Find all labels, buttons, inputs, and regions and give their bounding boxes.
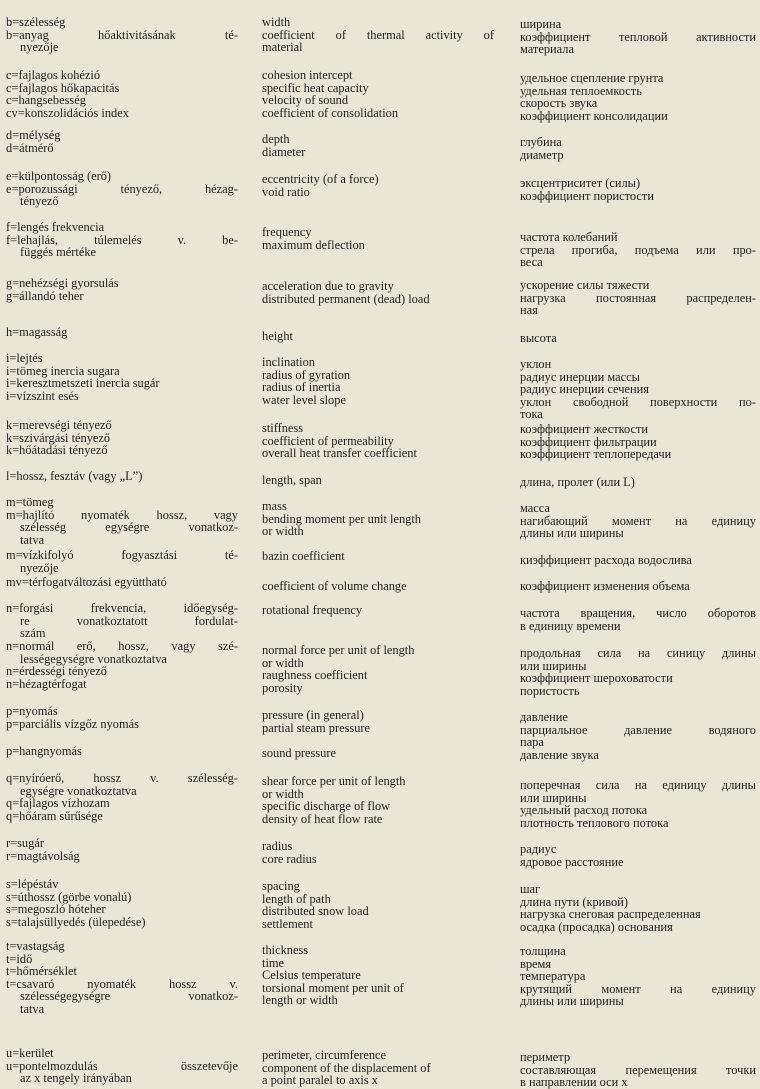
entry-line: или ширины (520, 658, 587, 673)
entry-line: ширина (520, 17, 562, 31)
entry-line: velocity of sound (262, 93, 349, 107)
entry-hu-column (6, 277, 238, 302)
entry-line: pressure (in general) (262, 708, 364, 722)
entry-hu-column (6, 496, 238, 546)
entry-line: coefficient of volume change (262, 579, 407, 593)
entry-en-column (262, 709, 494, 734)
entry-line: stiffness (262, 421, 304, 435)
entry-line: eccentricity (of a force) (262, 172, 379, 186)
entry-line: веса (520, 255, 543, 269)
entry-ru-column (520, 72, 756, 122)
entry-line: mass (262, 499, 287, 513)
entry-ru-column (520, 647, 756, 697)
entry-hu-column (6, 170, 238, 208)
entry-hu-column (6, 129, 238, 154)
entry-line: or width (262, 524, 304, 538)
entry-line: коэффициент консолидации (520, 108, 668, 123)
entry-hu-column (6, 221, 238, 259)
entry-line: p=parciális vízgőz nyomás (6, 716, 139, 731)
entry-line: a point paralel to axis x (262, 1073, 378, 1087)
entry-line: s=megoszló hóteher (6, 902, 106, 916)
entry-line: sound pressure (262, 746, 336, 760)
entry-hu-column (6, 326, 238, 339)
entry-line: nyezője (20, 40, 59, 54)
entry-line: коэффициент фильтрации (520, 434, 657, 449)
entry-hu-column (6, 705, 238, 730)
entry-line: i=lejtés (6, 351, 43, 365)
entry-en-column (262, 280, 494, 305)
entry-en-column (262, 500, 494, 538)
entry-hu-column (6, 772, 238, 822)
entry-line: coefficient of permeability (262, 433, 394, 448)
entry-line: lességegységre vonatkoztatva (20, 651, 167, 666)
entry-ru-column (520, 554, 756, 567)
entry-line: Celsius temperature (262, 968, 361, 982)
entry-line: c=fajlagos kohézió (6, 68, 101, 82)
entry-line: specific heat capacity (262, 80, 369, 95)
entry-line: depth (262, 132, 290, 146)
entry-ru-column (520, 749, 756, 762)
entry-line: радиус инерции массы (520, 369, 640, 384)
entry-line: коэффициент жесткости (520, 422, 649, 436)
entry-line: diameter (262, 144, 306, 159)
entry-line: or width (262, 786, 304, 801)
entry-en-column (262, 580, 494, 593)
entry-ru-column (520, 843, 756, 868)
entry-line: в единицу времени (520, 618, 621, 633)
entry-line: ная (520, 303, 538, 317)
entry-en-column (262, 604, 494, 617)
entry-line: u=pontelmozdulás összetevője (6, 1058, 238, 1073)
entry-line: rotational frequency (262, 603, 363, 617)
entry-line: torsional moment per unit of (262, 980, 404, 995)
entry-ru-column (520, 358, 756, 421)
entry-line: q=hőáram sűrűsége (6, 808, 103, 823)
entry-line: длина пути (кривой) (520, 894, 629, 909)
entry-line: высота (520, 331, 557, 345)
entry-line: p=hangnyomás (6, 744, 82, 758)
entry-ru-column (520, 177, 756, 202)
entry-line: s=úthossz (görbe vonalú) (6, 889, 132, 904)
entry-line: radius (262, 839, 293, 853)
entry-line: уклон (520, 357, 552, 371)
entry-line: n=hézagtérfogat (6, 676, 87, 691)
entry-ru-column (520, 607, 756, 632)
entry-line: tatva (20, 532, 45, 547)
entry-line: or width (262, 655, 304, 670)
entry-line: ядровое расстояние (520, 854, 624, 869)
entry-line: length or width (262, 993, 338, 1007)
entry-line: глубина (520, 135, 562, 149)
entry-line: h=magasság (6, 325, 68, 339)
entry-ru-column (520, 18, 756, 56)
entry-line: ускорение силы тяжести (520, 278, 650, 292)
entry-line: f=lengés frekvencia (6, 220, 105, 234)
entry-hu-column (6, 352, 238, 402)
entry-line: масса (520, 501, 550, 515)
entry-ru-column (520, 279, 756, 317)
entry-ru-column (520, 231, 756, 269)
entry-line: inclination (262, 355, 315, 369)
entry-line: time (262, 955, 285, 970)
entry-line: q=fajlagos vízhozam (6, 796, 110, 810)
entry-line: l=hossz, fesztáv (vagy „L”) (6, 469, 143, 483)
entry-line: крутящий момент на единицу (520, 981, 756, 996)
entry-line: длины или ширины (520, 994, 624, 1008)
entry-line: mv=térfogatváltozási együttható (6, 575, 167, 589)
entry-ru-column (520, 580, 756, 593)
entry-line: время (520, 956, 552, 971)
entry-line: коэффициент изменения объема (520, 579, 690, 593)
entry-line: коэффициент тепловой активности (520, 29, 756, 44)
entry-line: m=tömeg (6, 495, 54, 509)
entry-line: эксцентриситет (силы) (520, 176, 641, 190)
entry-line: n=érdességi tényező (6, 664, 107, 678)
entry-line: cv=konszolidációs index (6, 105, 129, 120)
entry-line: k=hőátadási tényező (6, 443, 108, 457)
entry-ru-column (520, 502, 756, 540)
entry-line: i=tömeg inercia sugara (6, 363, 120, 378)
entry-hu-column (6, 602, 238, 640)
entry-ru-column (520, 136, 756, 161)
entry-en-column (262, 775, 494, 825)
entry-ru-column (520, 711, 756, 749)
entry-line: szám (20, 626, 46, 640)
entry-line: шаг (520, 882, 541, 896)
entry-hu-column (6, 69, 238, 119)
entry-line: тока (520, 407, 543, 421)
entry-line: t=vastagság (6, 939, 65, 953)
entry-line: tatva (20, 1001, 45, 1016)
entry-hu-column (6, 470, 238, 483)
entry-line: i=keresztmetszeti inercia sugár (6, 376, 160, 390)
entry-ru-column (520, 779, 756, 829)
entry-line: water level slope (262, 392, 346, 407)
entry-line: удельный расход потока (520, 803, 648, 817)
entry-line: distributed permanent (dead) load (262, 291, 430, 306)
entry-line: r=magtávolság (6, 848, 80, 863)
entry-hu-column (6, 576, 238, 589)
entry-hu-column (6, 419, 238, 457)
entry-line: давление (520, 710, 568, 724)
entry-line: уклон свободной поверхности по- (520, 394, 756, 409)
entry-line: t=idő (6, 951, 33, 966)
entry-line: settlement (262, 916, 313, 931)
entry-en-column (262, 880, 494, 930)
entry-line: температура (520, 969, 586, 983)
entry-line: парциальное давление водяного (520, 722, 756, 737)
entry-line: szélességegységre vonatkoz- (20, 989, 238, 1003)
entry-en-column (262, 644, 494, 694)
entry-line: коэффициент пористости (520, 188, 654, 203)
entry-line: s=lépéstáv (6, 877, 59, 891)
entry-line: bending moment per unit length (262, 511, 421, 526)
entry-line: frequency (262, 225, 312, 239)
entry-ru-column (520, 945, 756, 1008)
entry-line: p=nyomás (6, 704, 58, 718)
entry-line: re vonatkoztatott fordulat- (20, 613, 238, 628)
entry-line: q=nyíróerő, hossz v. szélesség- (6, 771, 238, 785)
entry-line: az x tengely irányában (20, 1071, 132, 1085)
entry-line: density of heat flow rate (262, 811, 383, 826)
entry-line: nyezője (20, 560, 59, 575)
entry-line: thickness (262, 943, 309, 957)
entry-line: b=anyag hőaktivitásának té- (6, 27, 238, 42)
entry-line: поперечная сила на единицу длины (520, 778, 756, 792)
entry-en-column (262, 550, 494, 563)
entry-line: удельная теплоемкость (520, 83, 642, 98)
entry-line: u=kerület (6, 1046, 54, 1060)
entry-line: core radius (262, 851, 317, 866)
entry-line: стрела прогиба, подъема или про- (520, 242, 756, 257)
entry-ru-column (520, 476, 756, 489)
entry-en-column (262, 356, 494, 406)
entry-line: r=sugár (6, 836, 44, 850)
entry-line: давление звука (520, 748, 599, 762)
entry-line: distributed snow load (262, 904, 369, 918)
entry-line: t=hőmérséklet (6, 964, 77, 978)
entry-line: radius of gyration (262, 367, 351, 382)
entry-line: коэффициент шероховатости (520, 671, 673, 685)
entry-line: радиус (520, 842, 557, 856)
entry-line: spacing (262, 879, 300, 893)
entry-line: maximum deflection (262, 237, 365, 252)
entry-line: осадка (просадка) основания (520, 919, 673, 934)
entry-line: component of the displacement of (262, 1060, 431, 1075)
entry-line: height (262, 329, 293, 343)
entry-hu-column (6, 549, 238, 574)
entry-line: normal force per unit of length (262, 643, 415, 657)
entry-line: k=merevségi tényező (6, 418, 112, 432)
entry-line: c=fajlagos hőkapacitás (6, 80, 120, 95)
entry-line: d=átmérő (6, 140, 54, 155)
entry-line: szélesség egységre vonatkoz- (20, 520, 238, 534)
entry-en-column (262, 474, 494, 487)
entry-line: partial steam pressure (262, 720, 371, 735)
entry-line: material (262, 40, 303, 54)
entry-line: shear force per unit of length (262, 774, 406, 788)
entry-hu-column (6, 878, 238, 928)
entry-line: f=lehajlás, túlemelés v. be- (6, 232, 238, 247)
entry-line: m=hajlító nyomaték hossz, vagy (6, 507, 238, 522)
entry-en-column (262, 173, 494, 198)
entry-en-column (262, 133, 494, 158)
entry-line: нагрузка постоянная распределен- (520, 290, 756, 305)
entry-en-column (262, 944, 494, 1007)
entry-en-column (262, 840, 494, 865)
entry-hu-column (6, 640, 238, 690)
entry-ru-column (520, 883, 756, 933)
entry-line: length, span (262, 473, 322, 487)
entry-line: t=csavaró nyomaték hossz v. (6, 976, 238, 991)
entry-line: k=szivárgási tényező (6, 430, 111, 445)
entry-line: függés mértéke (20, 245, 97, 259)
entry-en-column (262, 69, 494, 119)
entry-line: удельное сцепление грунта (520, 71, 664, 85)
entry-line: egységre vonatkoztatva (20, 783, 137, 798)
entry-en-column (262, 422, 494, 460)
entry-line: материала (520, 42, 574, 56)
entry-line: периметр (520, 1050, 571, 1064)
entry-hu-column (6, 837, 238, 862)
entry-en-column (262, 226, 494, 251)
entry-line: radius of inertia (262, 380, 341, 394)
entry-line: porosity (262, 680, 303, 695)
entry-en-column (262, 1049, 494, 1087)
entry-line: составляющая перемещения точки (520, 1062, 756, 1077)
entry-line: скорость звука (520, 96, 598, 110)
entry-line: m=vízkifolyó fogyasztási té- (6, 548, 238, 562)
entry-line: пористость (520, 683, 580, 698)
entry-hu-column (6, 940, 238, 1015)
entry-line: нагрузка снеговая распределенная (520, 907, 701, 921)
entry-line: coefficient of thermal activity of (262, 27, 494, 42)
entry-en-column (262, 747, 494, 760)
entry-line: c=hangsebesség (6, 93, 86, 107)
entry-line: e=külpontosság (erő) (6, 169, 112, 183)
entry-line: продольная сила на синицу длины (520, 646, 756, 660)
entry-ru-column (520, 332, 756, 345)
entry-line: коэффициент теплопередачи (520, 447, 672, 461)
entry-line: e=porozussági tényező, hézag- (6, 181, 238, 196)
entry-line: плотность теплового потока (520, 815, 669, 830)
entry-line: width (262, 15, 291, 29)
entry-line: b=szélesség (6, 15, 66, 29)
entry-line: в направлении оси x (520, 1075, 628, 1089)
entry-line: overall heat transfer coefficient (262, 446, 417, 460)
entry-line: d=mélység (6, 128, 61, 142)
entry-hu-column (6, 16, 238, 54)
entry-hu-column (6, 1047, 238, 1085)
entry-line: n=forgási frekvencia, időegység- (6, 601, 238, 615)
entry-line: coefficient of consolidation (262, 105, 399, 120)
entry-line: пара (520, 735, 544, 749)
entry-en-column (262, 16, 494, 54)
entry-line: толщина (520, 944, 566, 958)
entry-en-column (262, 330, 494, 343)
entry-line: нагибающий момент на единицу (520, 513, 756, 528)
entry-line: bazin coefficient (262, 549, 345, 563)
entry-line: длины или ширины (520, 526, 624, 540)
entry-line: длина, пролет (или L) (520, 475, 635, 489)
entry-line: диаметр (520, 147, 564, 162)
entry-hu-column (6, 745, 238, 758)
entry-line: raughness coefficient (262, 668, 368, 682)
entry-line: или ширины (520, 790, 587, 805)
entry-line: частота колебаний (520, 230, 618, 244)
entry-line: tényező (20, 194, 59, 208)
entry-line: частота вращения, число оборотов (520, 606, 756, 620)
entry-line: g=állandó teher (6, 288, 84, 303)
entry-line: киэффициент расхода водослива (520, 553, 692, 567)
entry-line: i=vízszint esés (6, 388, 79, 403)
entry-line: acceleration due to gravity (262, 279, 394, 293)
entry-line: perimeter, circumference (262, 1048, 387, 1062)
entry-line: s=talajsüllyedés (ülepedése) (6, 914, 146, 929)
entry-ru-column (520, 423, 756, 461)
entry-line: void ratio (262, 184, 310, 199)
entry-line: length of path (262, 891, 331, 906)
entry-line: specific discharge of flow (262, 799, 391, 813)
entry-line: g=nehézségi gyorsulás (6, 276, 119, 290)
entry-line: cohesion intercept (262, 68, 353, 82)
entry-line: n=normál erő, hossz, vagy szé- (6, 639, 238, 653)
entry-line: радиус инерции сечения (520, 382, 649, 396)
